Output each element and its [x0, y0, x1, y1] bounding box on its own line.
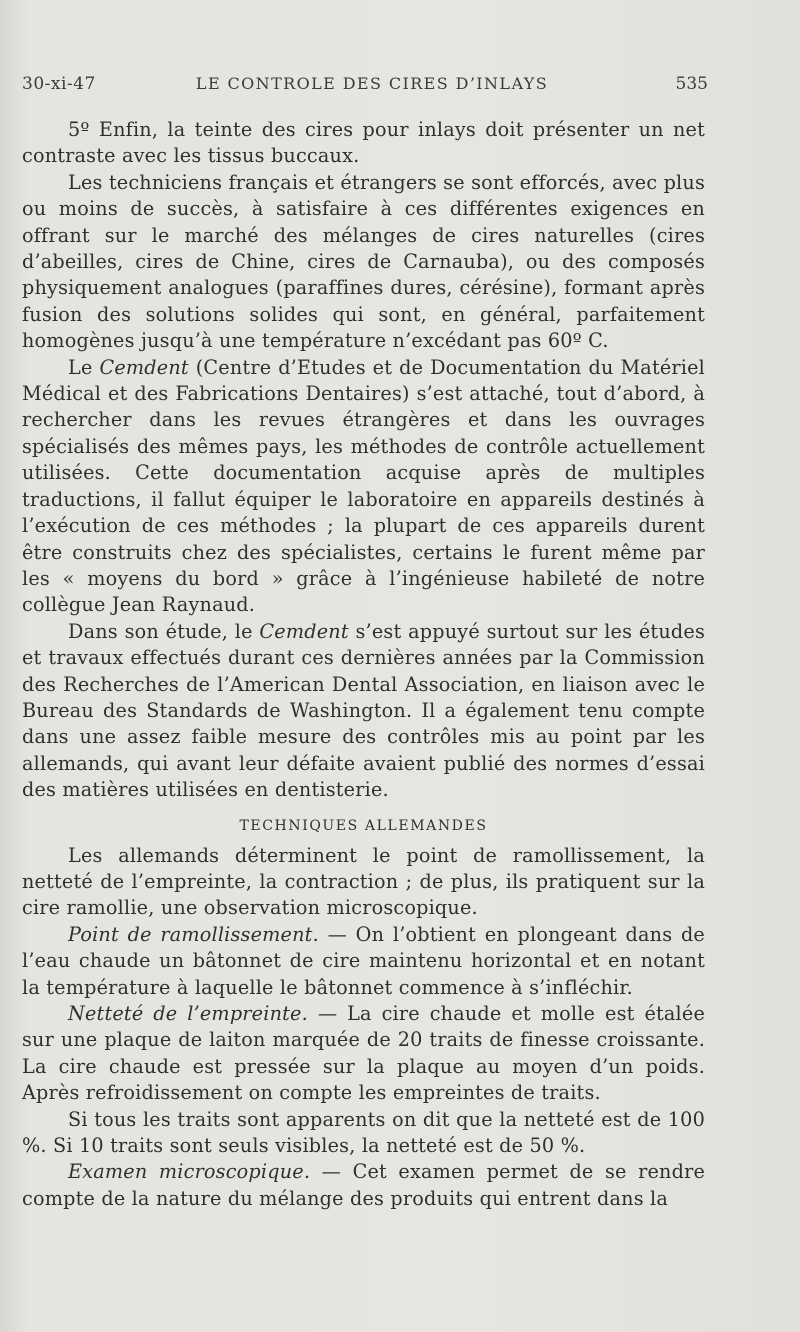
section-title: TECHNIQUES ALLEMANDES — [239, 817, 488, 834]
paragraph-3-start: Le — [68, 355, 100, 379]
running-header — [22, 70, 708, 100]
paragraph-4 — [22, 619, 705, 804]
subsection-heading: Netteté de l’empreinte. — [68, 1002, 308, 1025]
paragraph-1: 5º Enfin, la teinte des cires pour inlays doit présenter un net contraste avec les tissus buccaux. — [22, 118, 705, 168]
paragraph-2: Les techniciens français et étrangers se sont efforcés, avec plus ou moins de succès, à satisfaire à ces différentes exigences en offrant sur le marché des mélanges de cires naturelles (cires d’abeilles, cires de Chine, cires de Carnauba), ou des composés physiquement analogues (paraffines dures, cérésine), formant après fusion des solutions solides qui sont, en général, parfaitement homogènes jusqu’à une température n’excédant pas 60º C. — [22, 170, 705, 353]
paragraph-9 — [22, 1159, 705, 1212]
page-number: 535 — [675, 74, 708, 94]
paragraph-6-rest: — On l’obtient en plongeant dans de l’eau chaude un bâtonnet de cire maintenu horizontal et en notant la température à laquelle le bâtonnet commence à s’infléchir. — [22, 922, 705, 999]
paragraph-6 — [22, 922, 705, 1001]
paragraph-3-rest: (Centre d’Etudes et de Documentation du Matériel Médical et des Fabrications Dentaires) s’est attaché, tout d’abord, à rechercher dans les revues étrangères et dans les ouvrages spécialisés des mêmes pays, les méthodes de contrôle actuellement utilisées. Cette documentation acquise après de multiples traductions, il fallut équiper le laboratoire en appareils destinés à l’exécution de ces méthodes ; la plupart de ces appareils durent être construits chez des spécialistes, certains le furent même par les « moyens du bord » grâce à l’ingénieuse habileté de notre collègue Jean Raynaud. — [22, 355, 706, 617]
header-title: LE CONTROLE DES CIRES D’INLAYS — [195, 74, 549, 93]
paragraph-7-rest: — La cire chaude et molle est étalée sur une plaque de laiton marquée de 20 traits de finesse croissante. La cire chaude est pressée sur la plaque au moyen d’un poids. Après refroidissement on compte les empreintes de traits. — [22, 1002, 705, 1105]
subsection-heading: Examen microscopique. — [68, 1160, 311, 1184]
paragraph-4-start: Dans son étude, le — [68, 619, 260, 643]
cemdent-emphasis: Cemdent — [99, 355, 189, 379]
paragraph-7 — [22, 1001, 705, 1107]
paragraph-9-rest: — Cet examen permet de se rendre compte de la nature du mélange des produits qui entrent dans la — [22, 1160, 706, 1210]
paragraph-8: Si tous les traits sont apparents on dit que la netteté est de 100 %. Si 10 traits sont seuls visibles, la netteté est de 50 %. — [22, 1107, 705, 1158]
paragraph-5: Les allemands déterminent le point de ramollissement, la netteté de l’empreinte, la contraction ; de plus, ils pratiquent sur la cire ramollie, une observation microscopique. — [22, 843, 705, 920]
body-text — [22, 117, 705, 1212]
paragraph-4-rest: s’est appuyé surtout sur les études et travaux effectués durant ces dernières années par la Commission des Recherches de l’American Dental Association, en liaison avec le Bureau des Standards de Washington. Il a également tenu compte dans une assez faible mesure des contrôles mis au point par les allemands, qui avant leur défaite avaient publié des normes d’essai des matières utilisées en dentisterie. — [22, 619, 705, 802]
header-date: 30-xi-47 — [22, 74, 96, 94]
paragraph-3 — [22, 355, 705, 619]
subsection-heading: Point de ramollissement. — [68, 922, 319, 946]
cemdent-emphasis: Cemdent — [259, 619, 349, 643]
